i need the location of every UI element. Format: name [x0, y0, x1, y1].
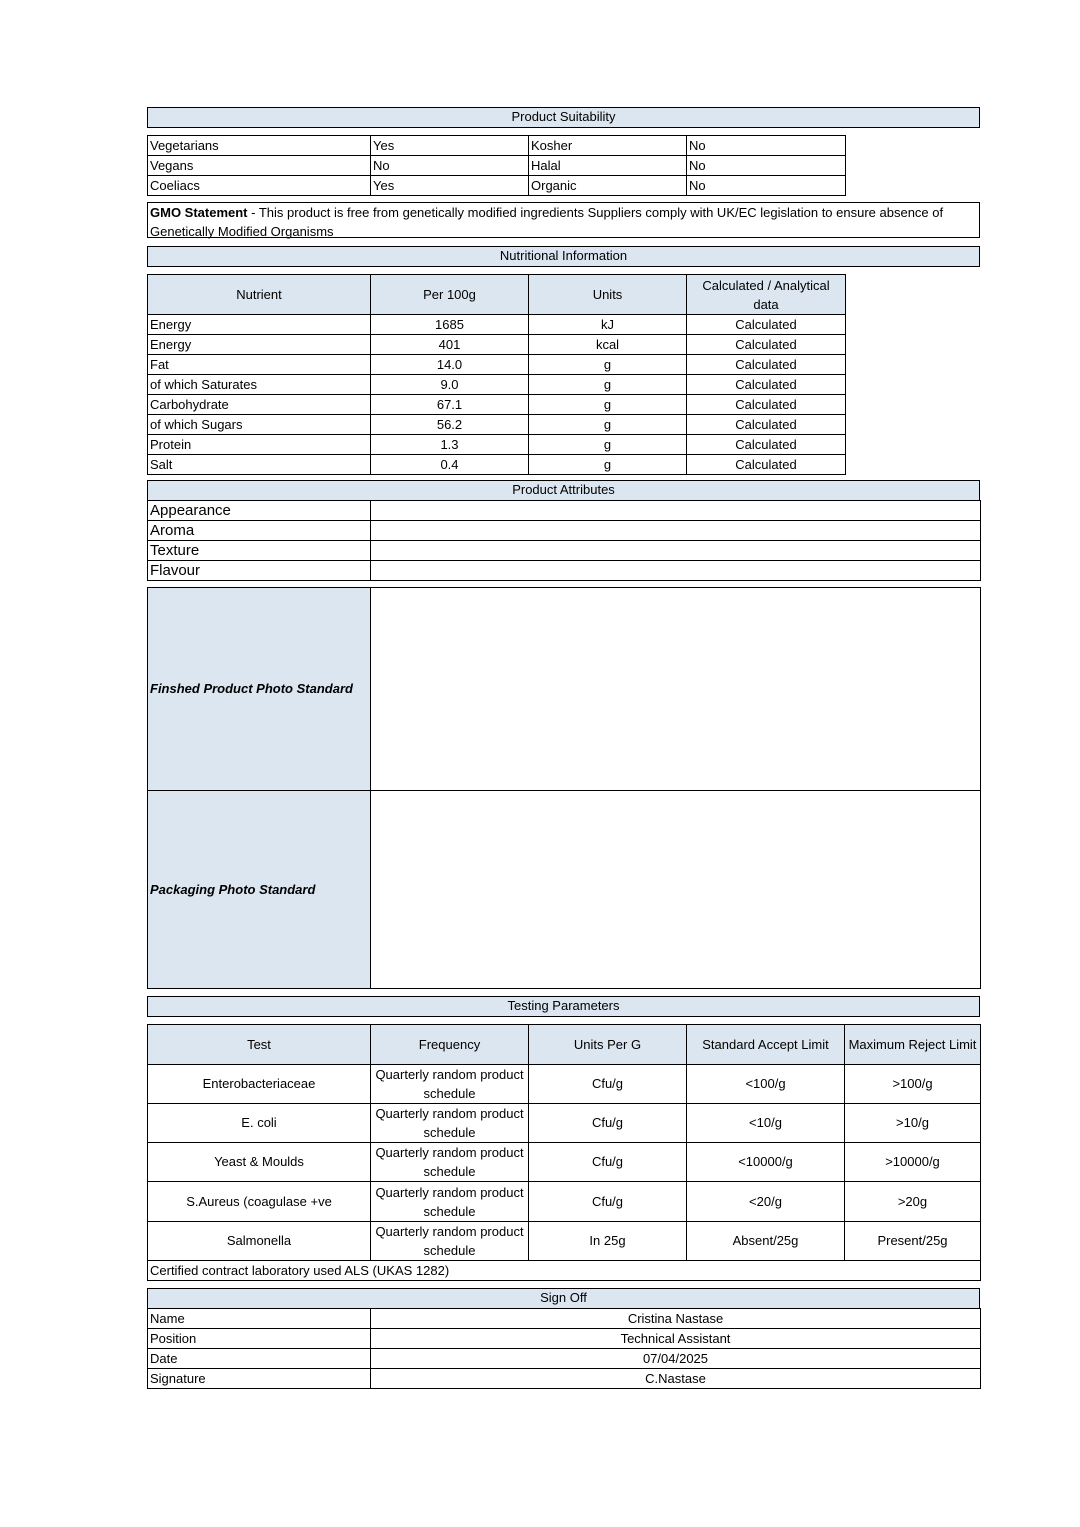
suitability-value: Yes — [371, 136, 529, 156]
nutrient-source: Calculated — [687, 355, 846, 375]
suitability-table — [147, 135, 846, 196]
signoff-label: Signature — [148, 1369, 371, 1389]
testing-row — [148, 1222, 981, 1261]
test-frequency: Quarterly random product schedule — [371, 1065, 529, 1104]
test-name: Enterobacteriaceae — [148, 1065, 371, 1104]
nutrient-name: Protein — [148, 435, 371, 455]
nutrient-units: g — [529, 395, 687, 415]
testing-header-row — [148, 1025, 981, 1065]
signoff-label: Name — [148, 1309, 371, 1329]
test-frequency: Quarterly random product schedule — [371, 1143, 529, 1182]
suitability-value: Yes — [371, 176, 529, 196]
suitability-label: Halal — [529, 156, 687, 176]
suitability-row — [148, 156, 846, 176]
testing-header: Maximum Reject Limit — [845, 1025, 981, 1065]
nutrient-name: of which Saturates — [148, 375, 371, 395]
test-name: S.Aureus (coagulase +ve — [148, 1182, 371, 1222]
nutrient-value: 67.1 — [371, 395, 529, 415]
test-reject-limit: >10000/g — [845, 1143, 981, 1182]
gmo-statement-heading: GMO Statement — [150, 205, 248, 220]
signoff-label: Position — [148, 1329, 371, 1349]
signoff-table — [147, 1308, 981, 1389]
finished-photo-row — [148, 588, 981, 791]
signoff-label: Date — [148, 1349, 371, 1369]
suitability-label: Vegans — [148, 156, 371, 176]
test-frequency: Quarterly random product schedule — [371, 1104, 529, 1143]
test-name: Salmonella — [148, 1222, 371, 1261]
nutrient-name: Energy — [148, 335, 371, 355]
test-accept-limit: <20/g — [687, 1182, 845, 1222]
packaging-photo-area — [371, 791, 981, 989]
nutrition-row — [148, 455, 846, 475]
testing-header: Frequency — [371, 1025, 529, 1065]
nutrient-source: Calculated — [687, 455, 846, 475]
suitability-label: Organic — [529, 176, 687, 196]
attribute-value — [371, 501, 981, 521]
nutrient-value: 401 — [371, 335, 529, 355]
suitability-value: No — [687, 156, 846, 176]
nutrient-source: Calculated — [687, 335, 846, 355]
nutrient-source: Calculated — [687, 375, 846, 395]
suitability-title: Product Suitability — [147, 107, 980, 128]
nutrient-source: Calculated — [687, 415, 846, 435]
nutrient-source: Calculated — [687, 315, 846, 335]
suitability-label: Vegetarians — [148, 136, 371, 156]
test-units: Cfu/g — [529, 1143, 687, 1182]
test-frequency: Quarterly random product schedule — [371, 1222, 529, 1261]
testing-footnote: Certified contract laboratory used ALS (UKAS 1282) — [148, 1261, 981, 1281]
suitability-value: No — [687, 176, 846, 196]
attribute-value — [371, 521, 981, 541]
suitability-value: No — [371, 156, 529, 176]
test-reject-limit: >20g — [845, 1182, 981, 1222]
test-units: Cfu/g — [529, 1104, 687, 1143]
nutrition-row — [148, 375, 846, 395]
nutrition-table — [147, 274, 846, 475]
gmo-statement-text: - This product is free from genetically modified ingredients Suppliers comply with UK/EC legislation to ensure absence of Genetically Modified Organisms — [150, 205, 944, 239]
finished-photo-label: Finshed Product Photo Standard — [148, 588, 371, 791]
test-accept-limit: <10000/g — [687, 1143, 845, 1182]
test-name: E. coli — [148, 1104, 371, 1143]
test-reject-limit: >10/g — [845, 1104, 981, 1143]
nutrient-units: g — [529, 435, 687, 455]
nutrient-name: Energy — [148, 315, 371, 335]
signoff-row — [148, 1349, 981, 1369]
nutrient-value: 0.4 — [371, 455, 529, 475]
attribute-label: Flavour — [148, 561, 371, 581]
test-name: Yeast & Moulds — [148, 1143, 371, 1182]
test-units: Cfu/g — [529, 1182, 687, 1222]
nutrient-source: Calculated — [687, 435, 846, 455]
signoff-value: Technical Assistant — [371, 1329, 981, 1349]
testing-row — [148, 1143, 981, 1182]
test-reject-limit: Present/25g — [845, 1222, 981, 1261]
testing-header: Units Per G — [529, 1025, 687, 1065]
nutrient-value: 56.2 — [371, 415, 529, 435]
nutrient-name: Carbohydrate — [148, 395, 371, 415]
nutrition-header-row — [148, 275, 846, 315]
testing-table — [147, 1024, 981, 1281]
testing-header: Standard Accept Limit — [687, 1025, 845, 1065]
testing-row — [148, 1182, 981, 1222]
nutrient-name: Fat — [148, 355, 371, 375]
attributes-table — [147, 500, 981, 581]
testing-title: Testing Parameters — [147, 996, 980, 1017]
signoff-value: Cristina Nastase — [371, 1309, 981, 1329]
signoff-row — [148, 1329, 981, 1349]
test-accept-limit: Absent/25g — [687, 1222, 845, 1261]
suitability-label: Coeliacs — [148, 176, 371, 196]
nutrition-header: Per 100g — [371, 275, 529, 315]
nutrition-row — [148, 315, 846, 335]
suitability-row — [148, 176, 846, 196]
nutrient-units: g — [529, 375, 687, 395]
attribute-label: Texture — [148, 541, 371, 561]
attribute-value — [371, 541, 981, 561]
nutrition-row — [148, 395, 846, 415]
attribute-value — [371, 561, 981, 581]
attribute-row — [148, 521, 981, 541]
nutrient-units: kcal — [529, 335, 687, 355]
nutrition-header: Calculated / Analytical data — [687, 275, 846, 315]
signoff-value: 07/04/2025 — [371, 1349, 981, 1369]
signoff-row — [148, 1369, 981, 1389]
nutrition-row — [148, 335, 846, 355]
nutrient-value: 9.0 — [371, 375, 529, 395]
finished-photo-area — [371, 588, 981, 791]
nutrient-value: 1685 — [371, 315, 529, 335]
suitability-value: No — [687, 136, 846, 156]
nutrient-units: g — [529, 355, 687, 375]
nutrient-source: Calculated — [687, 395, 846, 415]
photo-standards-table — [147, 587, 981, 989]
gmo-statement — [147, 202, 980, 238]
nutrition-row — [148, 435, 846, 455]
signoff-title: Sign Off — [147, 1288, 980, 1309]
test-frequency: Quarterly random product schedule — [371, 1182, 529, 1222]
attribute-label: Aroma — [148, 521, 371, 541]
nutrient-units: kJ — [529, 315, 687, 335]
nutrition-header: Nutrient — [148, 275, 371, 315]
nutrient-units: g — [529, 455, 687, 475]
testing-footnote-row — [148, 1261, 981, 1281]
nutrient-units: g — [529, 415, 687, 435]
nutrition-header: Units — [529, 275, 687, 315]
test-units: Cfu/g — [529, 1065, 687, 1104]
testing-header: Test — [148, 1025, 371, 1065]
attribute-label: Appearance — [148, 501, 371, 521]
test-reject-limit: >100/g — [845, 1065, 981, 1104]
nutrition-row — [148, 415, 846, 435]
attributes-title: Product Attributes — [147, 480, 980, 501]
suitability-label: Kosher — [529, 136, 687, 156]
signoff-row — [148, 1309, 981, 1329]
signoff-value: C.Nastase — [371, 1369, 981, 1389]
attribute-row — [148, 501, 981, 521]
test-units: In 25g — [529, 1222, 687, 1261]
test-accept-limit: <10/g — [687, 1104, 845, 1143]
suitability-row — [148, 136, 846, 156]
nutrient-name: of which Sugars — [148, 415, 371, 435]
attribute-row — [148, 541, 981, 561]
testing-row — [148, 1065, 981, 1104]
packaging-photo-row — [148, 791, 981, 989]
packaging-photo-label: Packaging Photo Standard — [148, 791, 371, 989]
nutrition-title: Nutritional Information — [147, 246, 980, 267]
test-accept-limit: <100/g — [687, 1065, 845, 1104]
testing-row — [148, 1104, 981, 1143]
nutrient-value: 1.3 — [371, 435, 529, 455]
nutrition-row — [148, 355, 846, 375]
nutrient-value: 14.0 — [371, 355, 529, 375]
attribute-row — [148, 561, 981, 581]
nutrient-name: Salt — [148, 455, 371, 475]
